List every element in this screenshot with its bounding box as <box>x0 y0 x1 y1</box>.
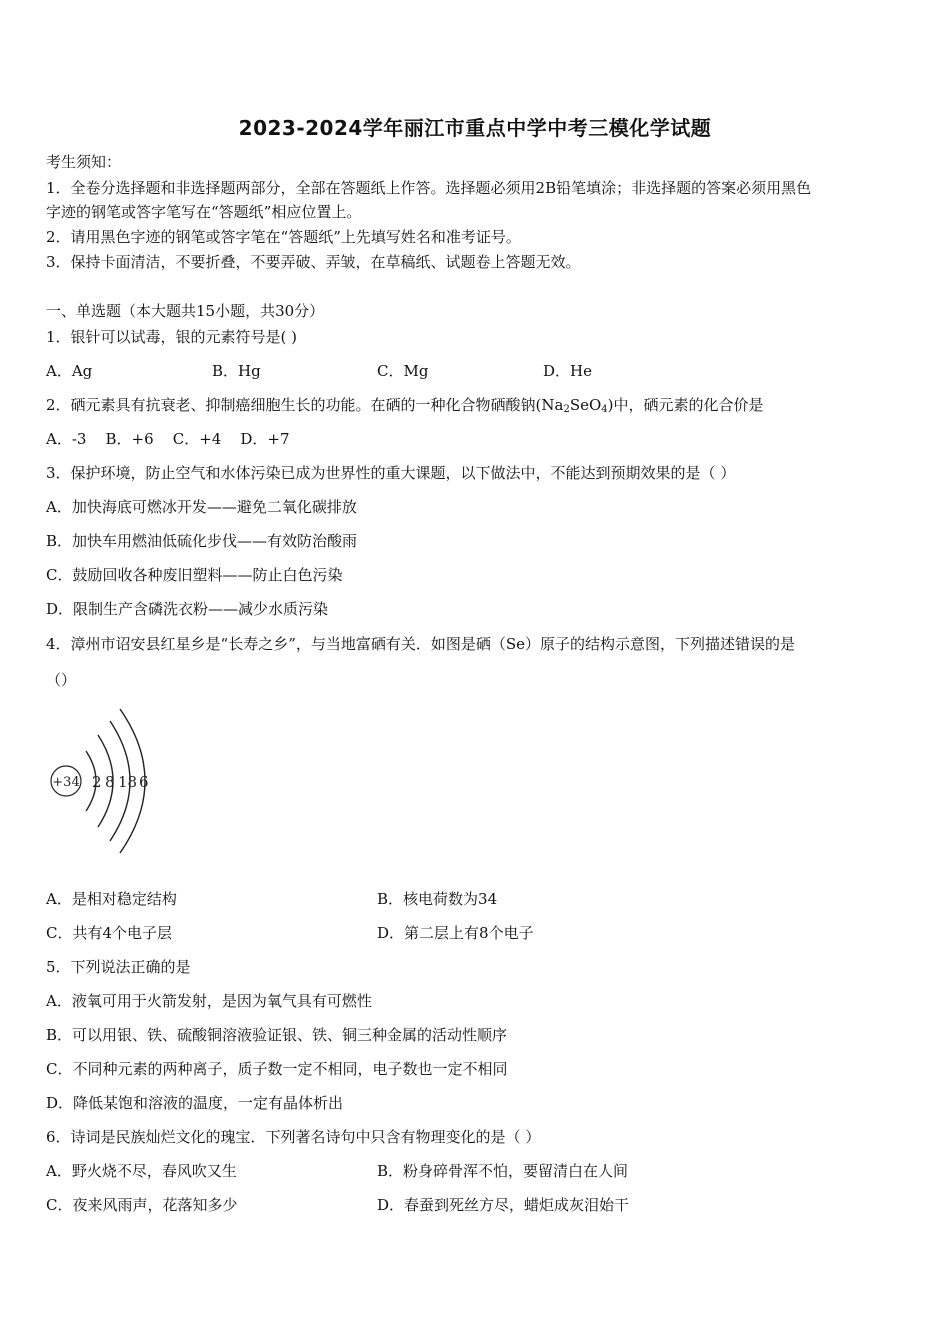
q6-option-b: B．粉身碎骨浑不怕，要留清白在人间 <box>377 1162 629 1180</box>
q3-option-b: B．加快车用燃油低硫化步伐——有效防治酸雨 <box>46 532 358 550</box>
notice-item-1: 1．全卷分选择题和非选择题两部分，全部在答题纸上作答。选择题必须用2B铅笔填涂；非选择题的答案必须用黑色 <box>46 179 812 197</box>
q4-option-a: A．是相对稳定结构 <box>46 890 177 908</box>
selenium-atom-diagram <box>46 705 166 860</box>
q3-stem: 3．保护环境，防止空气和水体污染已成为世界性的重大课题，以下做法中，不能达到预期效果的是（ ） <box>46 464 736 482</box>
section-heading: 一、单选题（本大题共15小题，共30分） <box>46 302 325 320</box>
q4-stem: 4．漳州市诏安县红星乡是“长寿之乡”，与当地富硒有关．如图是硒（Se）原子的结构示意图，下列描述错误的是 <box>46 635 796 653</box>
notice-item-1-cont: 字迹的钢笔或答字笔写在“答题纸”相应位置上。 <box>46 203 362 221</box>
q1-option-a: A．Ag <box>46 362 93 380</box>
q2-subscript-2: 4 <box>601 404 608 415</box>
q6-option-d: D．春蚕到死丝方尽，蜡炬成灰泪始干 <box>377 1196 630 1214</box>
q5-option-d: D．降低某饱和溶液的温度，一定有晶体析出 <box>46 1094 344 1112</box>
q1-option-b: B．Hg <box>212 362 261 380</box>
q5-option-b: B．可以用银、铁、硫酸铜溶液验证银、铁、铜三种金属的活动性顺序 <box>46 1026 508 1044</box>
q2-stem-c: )中，硒元素的化合价是 <box>607 396 764 414</box>
q1-option-d: D．He <box>543 362 592 380</box>
q5-option-a: A．液氧可用于火箭发射，是因为氧气具有可燃性 <box>46 992 372 1010</box>
q4-option-c: C．共有4个电子层 <box>46 924 173 942</box>
q4-stem-cont: （） <box>46 671 77 689</box>
q5-stem: 5．下列说法正确的是 <box>46 958 191 976</box>
q3-option-a: A．加快海底可燃冰开发——避免二氧化碳排放 <box>46 498 357 516</box>
page-title: 2023-2024学年丽江市重点中学中考三模化学试题 <box>238 116 712 140</box>
shell-count-4: 6 <box>139 773 149 791</box>
q6-stem: 6．诗词是民族灿烂文化的瑰宝．下列著名诗句中只含有物理变化的是（ ） <box>46 1128 541 1146</box>
notice-item-2: 2．请用黑色字迹的钢笔或答字笔在“答题纸”上先填写姓名和准考证号。 <box>46 228 521 246</box>
q2-stem <box>46 395 764 415</box>
q4-option-d: D．第二层上有8个电子 <box>377 924 534 942</box>
q3-option-d: D．限制生产含磷洗衣粉——减少水质污染 <box>46 600 329 618</box>
q2-subscript-1: 2 <box>563 404 570 415</box>
q2-options: A．-3 B．+6 C．+4 D．+7 <box>46 430 290 448</box>
q5-option-c: C．不同种元素的两种离子，质子数一定不相同，电子数也一定不相同 <box>46 1060 508 1078</box>
q2-stem-b: SeO <box>569 396 602 414</box>
q2-stem-a: 2．硒元素具有抗衰老、抑制癌细胞生长的功能。在硒的一种化合物硒酸钠(Na <box>46 396 564 414</box>
nucleus-charge: +34 <box>52 775 80 790</box>
shell-count-3: 18 <box>118 773 138 791</box>
notice-heading: 考生须知： <box>46 153 122 171</box>
q1-stem: 1．银针可以试毒，银的元素符号是( ) <box>46 328 298 346</box>
shell-count-2: 8 <box>105 773 115 791</box>
shell-count-1: 2 <box>92 773 102 791</box>
q6-option-a: A．野火烧不尽，春风吹又生 <box>46 1162 237 1180</box>
q4-option-b: B．核电荷数为34 <box>377 890 498 908</box>
q6-option-c: C．夜来风雨声，花落知多少 <box>46 1196 238 1214</box>
notice-item-3: 3．保持卡面清洁，不要折叠，不要弄破、弄皱，在草稿纸、试题卷上答题无效。 <box>46 253 581 271</box>
q3-option-c: C．鼓励回收各种废旧塑料——防止白色污染 <box>46 566 343 584</box>
q1-option-c: C．Mg <box>377 362 429 380</box>
